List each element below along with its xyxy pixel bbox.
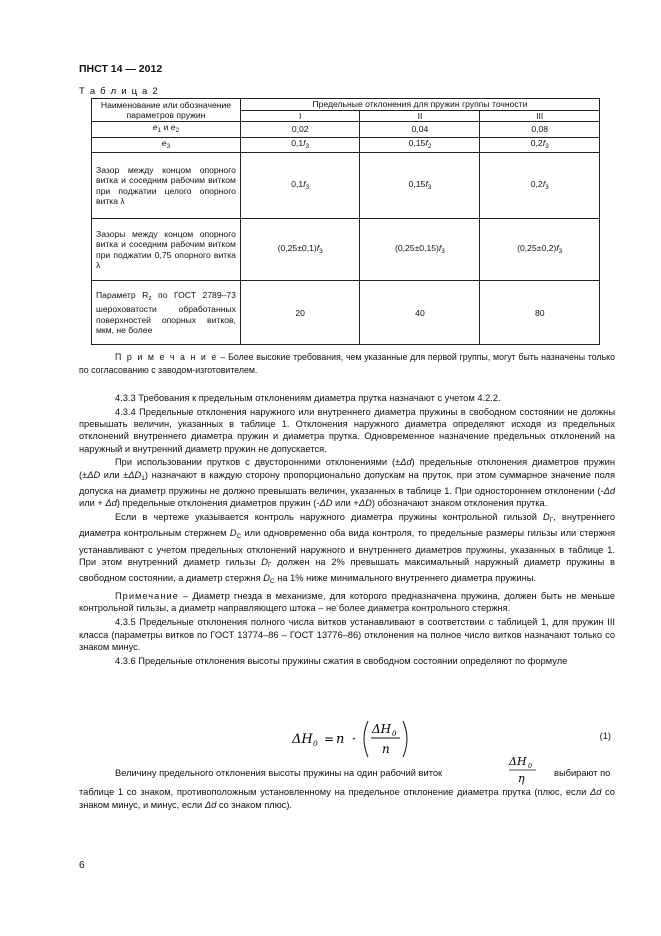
row-value: 20: [240, 281, 360, 345]
formula-eq: =: [324, 732, 335, 746]
row-value: $0,15f_3$: [360, 153, 480, 219]
table-row: [92, 281, 600, 345]
paragraph-note-2: Примечание – Диаметр гнезда в механизме, для которого предназначена пружина, должен быть не меньше контрольной гильзы, а диаметр направляющего штока – не более диаметра контрольного стержня.: [79, 591, 615, 614]
formula-lhs-sub: 0: [313, 739, 318, 748]
fraction-denominator: n: [382, 742, 390, 756]
row-name: Зазор между концом опорного витка и соседним рабочим витком при поджатии целого опорного витка λ: [92, 153, 241, 219]
row-name: $e_1$ и $e_2$: [92, 122, 241, 138]
header-group-title: Предельные отклонения для пружин группы точности: [240, 99, 599, 111]
paragraph-4-3-3: 4.3.3 Требования к предельным отклонениям диаметра прутка назначают с учетом 4.2.2.: [115, 393, 501, 403]
table-row: [92, 219, 600, 281]
table-caption: Т а б л и ц а 2: [79, 86, 159, 97]
table-row: [92, 153, 600, 219]
formula-dot: ·: [352, 732, 357, 747]
paragraph-rods: При использовании прутков с двусторонними отклонениями (±Δd) предельные отклонения диаметров пружин (±ΔD или $\pm\Delta D_1$) назначают в каждую сторону пропорционально допускам на пруток, при этом суммарное значение поля допуска на диаметр пружины не должно превышать величин, указанных в таблице 1. При одностороннем отклонении (-Δd или + Δd) предельные отклонения диаметров пружин (-ΔD или +ΔD) обозначают знаком отклонения прутка.: [79, 457, 615, 509]
page-number: 6: [79, 860, 85, 871]
inline-fraction: [506, 754, 542, 786]
row-value: 0,08: [480, 122, 600, 138]
header-name-column: Наименование или обозначение параметров пружин: [92, 99, 241, 122]
tolerance-table: [91, 98, 600, 345]
row-value: $0,2f_3$: [480, 137, 600, 153]
note-label: П р и м е ч а н и е: [115, 352, 218, 362]
svg-text:η: η: [518, 772, 525, 785]
document-header: ПНСТ 14 — 2012: [79, 63, 163, 75]
after-formula-continued: таблице 1 со знаком, противоположным установленному на предельное отклонение диаметра прутка (плюс, если Δd со знаком минус, и минус, если Δd со знаком плюс).: [79, 787, 615, 810]
formula-lhs: ΔH: [292, 732, 313, 747]
left-paren: [364, 721, 368, 757]
body-text: [79, 392, 615, 668]
row-name: Зазоры между концом опорного витка и соседним рабочим витком при поджатии 0,75 опорного витка λ: [92, 219, 241, 281]
table-header-row: [92, 99, 600, 111]
row-value: $(0,25\pm 0,1)f_3$: [240, 219, 360, 281]
row-value: $(0,25\pm 0,2)f_3$: [480, 219, 600, 281]
paragraph-after-formula: Величину предельного отклонения высоты пружины на один рабочий виток ΔH 0 η выбирают по таблице 1 со знаком, противоположным установленному на предельное отклонение диаметра прутка (плюс, если Δd со знаком минус, и минус, если Δd со знаком плюс).: [79, 755, 615, 810]
header-group-2: II: [360, 110, 480, 122]
svg-text:ΔH: ΔH: [509, 755, 527, 768]
formula-expression: [292, 716, 482, 762]
row-name: Параметр $R_z$ по ГОСТ 2789–73 шероховатости обработанных поверхностей опорных витков, мкм, не более: [92, 281, 241, 345]
table-note: [79, 351, 615, 377]
row-value: $0,2f_3$: [480, 153, 600, 219]
row-value: 80: [480, 281, 600, 345]
paragraph-4-3-4: 4.3.4 Предельные отклонения наружного или внутреннего диаметра пружины в свободном состоянии не должны превышать величин, указанных в таблице 1. Отклонения наружного диаметра определяют исходя из предельных отклонений внутреннего диаметра пружин и диаметра прутка. Одновременное назначение предельных отклонений на наружный и внутренний диаметр пружин не допускается.: [79, 406, 615, 454]
fraction-numerator: ΔH: [372, 722, 392, 736]
row-value: $(0,25\pm 0,15)f_3$: [360, 219, 480, 281]
paragraph-4-3-5: 4.3.5 Предельные отклонения полного числа витков устанавливают в соответствии с таблицей 1, для пружин III класса (параметры витков по ГОСТ 13774–86 – ГОСТ 13776–86) отклонения на полное число витков назначают только со знаком минус.: [79, 617, 615, 652]
fraction-numerator-sub: 0: [392, 730, 397, 738]
row-value: 0,04: [360, 122, 480, 138]
row-value: 40: [360, 281, 480, 345]
svg-text:0: 0: [528, 762, 533, 770]
after-formula-choose: выбирают по: [554, 768, 611, 778]
header-group-1: I: [240, 110, 360, 122]
right-paren: [403, 721, 407, 757]
paragraph-gauge: Если в чертеже указывается контроль наружного диаметра пружины контрольной гильзой $D_Г$, внутреннего диаметра контрольным стержнем $D_C$ или одновременно оба вида контроля, то предельные размеры гильзы или стержня устанавливают с учетом предельных отклонений наружного и внутреннего диаметров пружины, указанных в таблице 1. При этом внутренний диаметр гильзы $D_Г$ должен на 2% превышать максимальный наружный диаметр пружины в свободном состоянии, а диаметр стержня $D_C$ на 1% ниже минимального внутреннего диаметра пружины.: [79, 512, 615, 586]
note-text: – Более высокие требования, чем указанные для первой группы, могут быть назначены только по согласованию с заводом-изготовителем.: [79, 352, 615, 375]
table-row: [92, 137, 600, 153]
paragraph-4-3-6: 4.3.6 Предельные отклонения высоты пружины сжатия в свободном состоянии определяют по формуле: [115, 655, 568, 666]
table-row: [92, 122, 600, 138]
formula-n: n: [336, 732, 345, 747]
row-value: $0,1f_3$: [240, 153, 360, 219]
formula-number: (1): [599, 731, 611, 741]
row-name: $e_3$: [92, 137, 241, 153]
row-value: 0,02: [240, 122, 360, 138]
row-value: $0,15f_2$: [360, 137, 480, 153]
row-value: $0,1f_3$: [240, 137, 360, 153]
header-group-3: III: [480, 110, 600, 122]
